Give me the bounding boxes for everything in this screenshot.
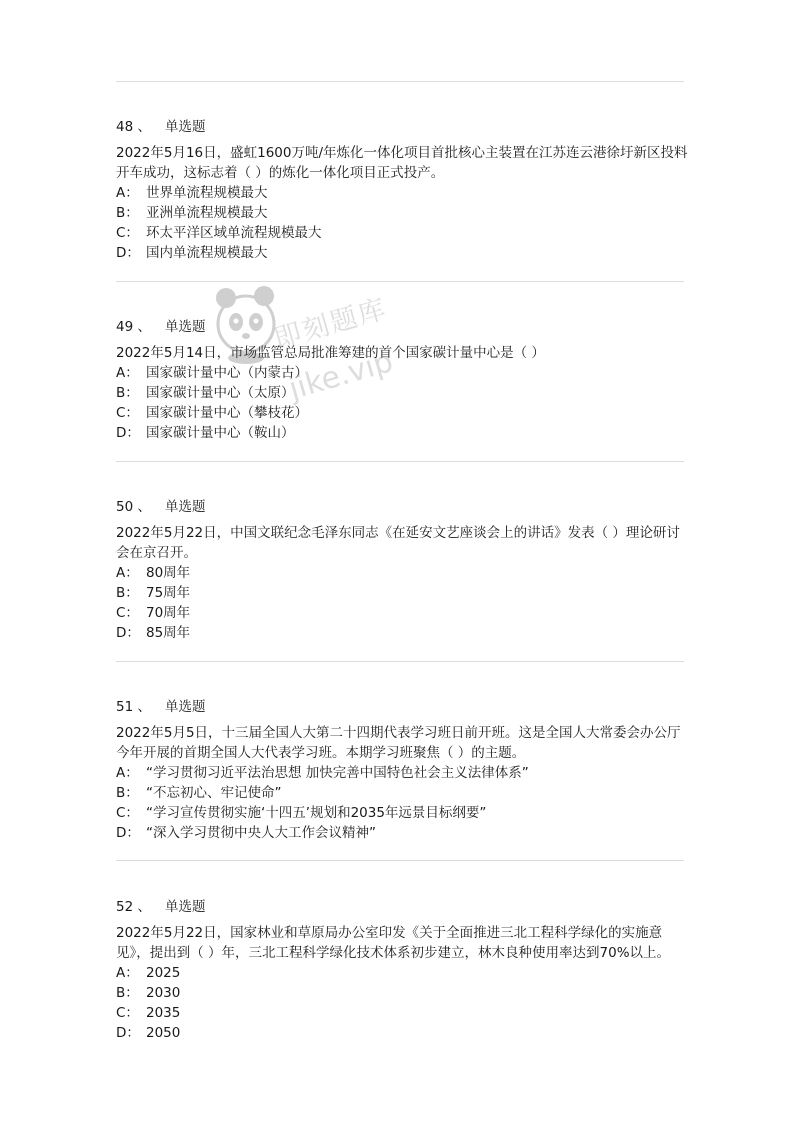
option-d[interactable] [116, 423, 688, 443]
option-text: 世界单流程规模最大 [146, 185, 268, 201]
divider [116, 81, 684, 82]
option-a[interactable] [116, 183, 688, 203]
option-letter: B： [116, 785, 139, 801]
watermark-en-text: jike.vip [285, 344, 397, 407]
option-text: 2025 [146, 965, 181, 981]
question-48 [116, 117, 688, 263]
option-letter: D： [116, 1025, 140, 1041]
option-b[interactable] [116, 783, 688, 803]
question-number: 51 、 [116, 699, 151, 715]
option-text: “学习贯彻习近平法治思想 加快完善中国特色社会主义法律体系” [146, 765, 529, 781]
option-d[interactable] [116, 823, 688, 843]
option-letter: C： [116, 805, 139, 821]
watermark-cn-text: 即刻题库 [270, 293, 391, 356]
option-text: 国家碳计量中心（攀枝花） [146, 405, 308, 421]
option-d[interactable] [116, 623, 688, 643]
option-a[interactable] [116, 563, 688, 583]
option-letter: C： [116, 405, 139, 421]
option-d[interactable] [116, 1023, 688, 1043]
divider [116, 661, 684, 662]
divider [116, 281, 684, 282]
question-number: 52 、 [116, 899, 151, 915]
option-letter: D： [116, 625, 140, 641]
question-type: 单选题 [164, 899, 206, 915]
option-text: 85周年 [146, 625, 191, 641]
question-type: 单选题 [164, 699, 206, 715]
option-c[interactable] [116, 223, 688, 243]
divider [116, 860, 684, 861]
option-letter: A： [116, 765, 139, 781]
option-letter: D： [116, 425, 140, 441]
question-stem: 2022年5月22日，国家林业和草原局办公室印发《关于全面推进三北工程科学绿化的实施意见》，提出到（ ）年，三北工程科学绿化技术体系初步建立，林木良种使用率达到70%以上。 [116, 925, 671, 961]
option-a[interactable] [116, 963, 688, 983]
divider [116, 461, 684, 462]
option-letter: C： [116, 225, 139, 241]
option-text: “学习宣传贯彻实施‘十四五’规划和2035年远景目标纲要” [146, 805, 487, 821]
option-letter: B： [116, 385, 139, 401]
option-a[interactable] [116, 763, 688, 783]
option-letter: C： [116, 605, 139, 621]
question-stem: 2022年5月22日，中国文联纪念毛泽东同志《在延安文艺座谈会上的讲话》发表（ ）理论研讨会在京召开。 [116, 525, 680, 561]
option-a[interactable] [116, 363, 688, 383]
question-number: 49 、 [116, 319, 151, 335]
option-c[interactable] [116, 403, 688, 423]
option-letter: C： [116, 1005, 139, 1021]
question-header [116, 897, 688, 917]
option-text: “深入学习贯彻中央人大工作会议精神” [146, 825, 376, 841]
option-letter: A： [116, 365, 139, 381]
question-header [116, 497, 688, 517]
question-number: 48 、 [116, 119, 151, 135]
option-text: 国家碳计量中心（太原） [146, 385, 295, 401]
option-letter: D： [116, 825, 140, 841]
question-header [116, 697, 688, 717]
question-number: 50 、 [116, 499, 151, 515]
option-text: 国家碳计量中心（内蒙古） [146, 365, 308, 381]
option-text: 2030 [146, 985, 181, 1001]
option-letter: A： [116, 965, 139, 981]
option-letter: D： [116, 245, 140, 261]
option-text: 80周年 [146, 565, 191, 581]
option-b[interactable] [116, 583, 688, 603]
option-letter: A： [116, 565, 139, 581]
question-type: 单选题 [164, 119, 206, 135]
option-text: 2050 [146, 1025, 181, 1041]
question-49 [116, 317, 688, 443]
option-b[interactable] [116, 203, 688, 223]
question-stem: 2022年5月5日，十三届全国人大第二十四期代表学习班日前开班。这是全国人大常委会办公厅今年开展的首期全国人大代表学习班。本期学习班聚焦（ ）的主题。 [116, 725, 681, 761]
option-b[interactable] [116, 383, 688, 403]
option-text: 环太平洋区域单流程规模最大 [146, 225, 322, 241]
option-c[interactable] [116, 1003, 688, 1023]
option-b[interactable] [116, 983, 688, 1003]
question-52 [116, 897, 688, 1043]
question-stem: 2022年5月16日，盛虹1600万吨/年炼化一体化项目首批核心主装置在江苏连云港徐圩新区投料开车成功，这标志着（ ）的炼化一体化项目正式投产。 [116, 145, 688, 181]
question-type: 单选题 [164, 499, 206, 515]
question-header [116, 117, 688, 137]
option-letter: B： [116, 985, 139, 1001]
option-c[interactable] [116, 803, 688, 823]
option-text: 亚洲单流程规模最大 [146, 205, 268, 221]
option-d[interactable] [116, 243, 688, 263]
option-c[interactable] [116, 603, 688, 623]
option-letter: B： [116, 205, 139, 221]
option-text: 国家碳计量中心（鞍山） [146, 425, 295, 441]
question-50 [116, 497, 688, 643]
option-text: “不忘初心、牢记使命” [146, 785, 282, 801]
question-header [116, 317, 688, 337]
question-51 [116, 697, 688, 843]
option-letter: B： [116, 585, 139, 601]
question-type: 单选题 [164, 319, 206, 335]
option-text: 70周年 [146, 605, 191, 621]
option-text: 75周年 [146, 585, 191, 601]
option-letter: A： [116, 185, 139, 201]
option-text: 国内单流程规模最大 [146, 245, 268, 261]
option-text: 2035 [146, 1005, 181, 1021]
question-stem: 2022年5月14日，市场监管总局批准筹建的首个国家碳计量中心是（ ） [116, 345, 545, 361]
